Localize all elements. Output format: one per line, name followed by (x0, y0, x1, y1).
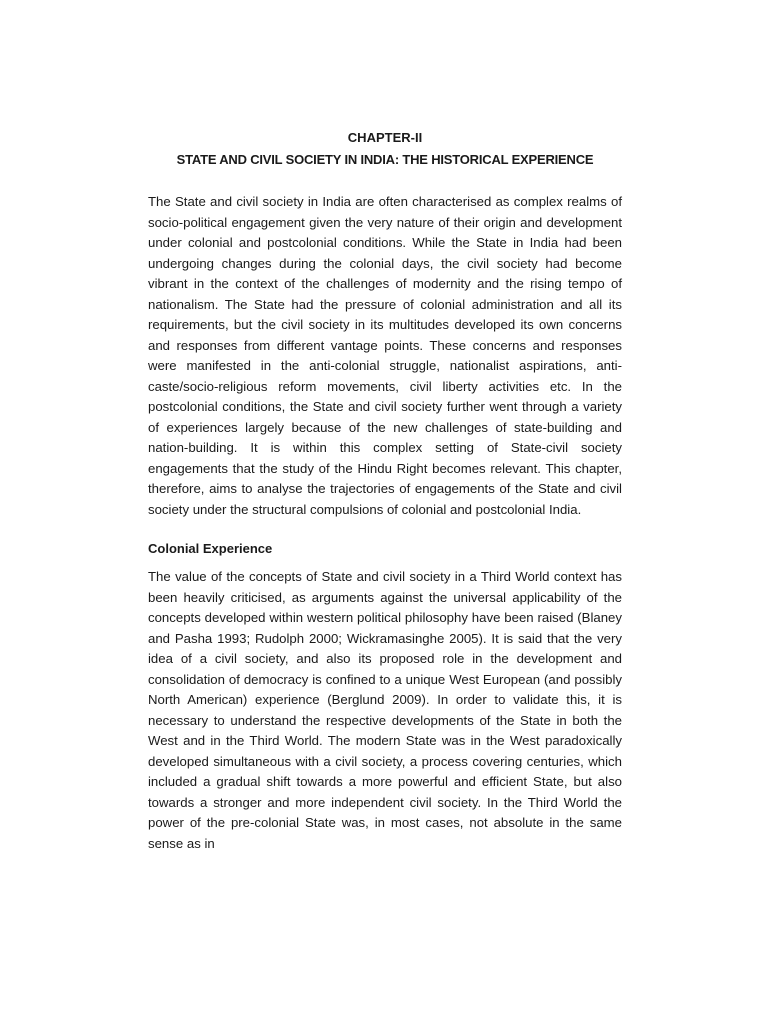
section-heading: Colonial Experience (148, 541, 273, 556)
chapter-label: CHAPTER-II (347, 130, 423, 145)
document-page (148, 128, 622, 854)
intro-paragraph: The State and civil society in India are often characterised as complex realms of socio-political engagement given the very nature of their origin and development under colonial and postcolonial conditions. While the State in India had been undergoing changes during the colonial days, the civil society had become vibrant in the context of the challenges of modernity and the rising tempo of nationalism. The State had the pressure of colonial administration and all its requirements, but the civil society in its multitudes developed its own concerns and responses from different vantage points. These concerns and responses were manifested in the anti-colonial struggle, nationalist aspirations, anti-caste/socio-religious reform movements, civil liberty activities etc. In the postcolonial conditions, the State and civil society further went through a variety of experiences largely because of the new challenges of state-building and nation-building. It is within this complex setting of State-civil society engagements that the study of the Hindu Right becomes relevant. This chapter, therefore, aims to analyse the trajectories of engagements of the State and civil society under the structural compulsions of colonial and postcolonial India. (148, 194, 622, 517)
chapter-title: STATE AND CIVIL SOCIETY IN INDIA: THE HISTORICAL EXPERIENCE (176, 152, 594, 167)
section-paragraph: The value of the concepts of State and civil society in a Third World context has been heavily criticised, as arguments against the universal applicability of the concepts developed within western political philosophy have been raised (Blaney and Pasha 1993; Rudolph 2000; Wickramasinghe 2005). It is said that the very idea of a civil society, and also its proposed role in the development and consolidation of democracy is confined to a unique West European (and possibly North American) experience (Berglund 2009). In order to validate this, it is necessary to understand the respective developments of the State in both the West and in the Third World. The modern State was in the West paradoxically developed simultaneous with a civil society, a process covering centuries, which included a gradual shift towards a more powerful and efficient State, but also towards a stronger and more independent civil society. In the Third World the power of the pre-colonial State was, in most cases, not absolute in the same sense as in (148, 569, 622, 851)
